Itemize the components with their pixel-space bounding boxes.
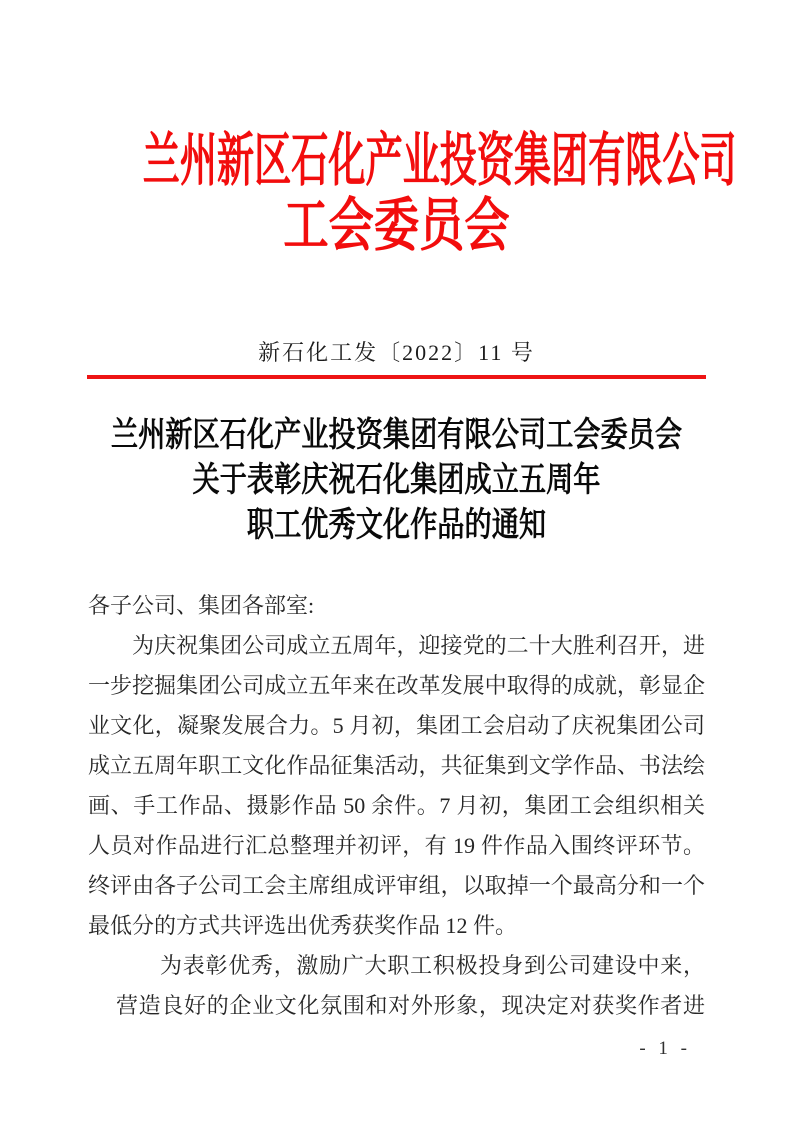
letterhead-org-name-line1: 兰州新区石化产业投资集团有限公司: [142, 128, 737, 193]
letterhead: [0, 0, 793, 256]
body-line: 成立五周年职工文化作品征集活动，共征集到文学作品、书法绘: [88, 753, 705, 778]
notice-title-line2: 关于表彰庆祝石化集团成立五周年: [192, 462, 601, 499]
salutation-line: 各子公司、集团各部室:: [88, 593, 315, 618]
body-line: 画、手工作品、摄影作品 50 余件。7 月初，集团工会组织相关: [88, 793, 705, 818]
body-line: 为表彰优秀，激励广大职工积极投身到公司建设中来，: [160, 953, 705, 978]
red-divider-line: [87, 375, 706, 379]
body-line: 终评由各子公司工会主席组成评审组，以取掉一个最高分和一个: [88, 873, 705, 898]
notice-title-line3: 职工优秀文化作品的通知: [246, 507, 547, 544]
body-line: 最低分的方式共评选出优秀获奖作品 12 件。: [88, 913, 518, 938]
notice-title-line1: 兰州新区石化产业投资集团有限公司工会委员会: [110, 417, 683, 454]
body-line: 业文化，凝聚发展合力。5 月初，集团工会启动了庆祝集团公司: [88, 713, 705, 738]
body-line: 一步挖掘集团公司成立五年来在改革发展中取得的成就，彰显企: [88, 673, 705, 698]
body-line: 人员对作品进行汇总整理并初评，有 19 件作品入围终评环节。: [88, 833, 705, 858]
letterhead-org-name-line2: 工会委员会: [283, 193, 510, 258]
body-line: 为庆祝集团公司成立五周年，迎接党的二十大胜利召开，进: [132, 633, 705, 658]
notice-title: [0, 413, 793, 548]
notice-body: [88, 586, 705, 1026]
body-line: 营造良好的企业文化氛围和对外形象，现决定对获奖作者进: [116, 993, 705, 1018]
document-number: 新石化工发〔2022〕11 号: [258, 340, 535, 365]
page-number: - 1 -: [639, 1038, 691, 1059]
